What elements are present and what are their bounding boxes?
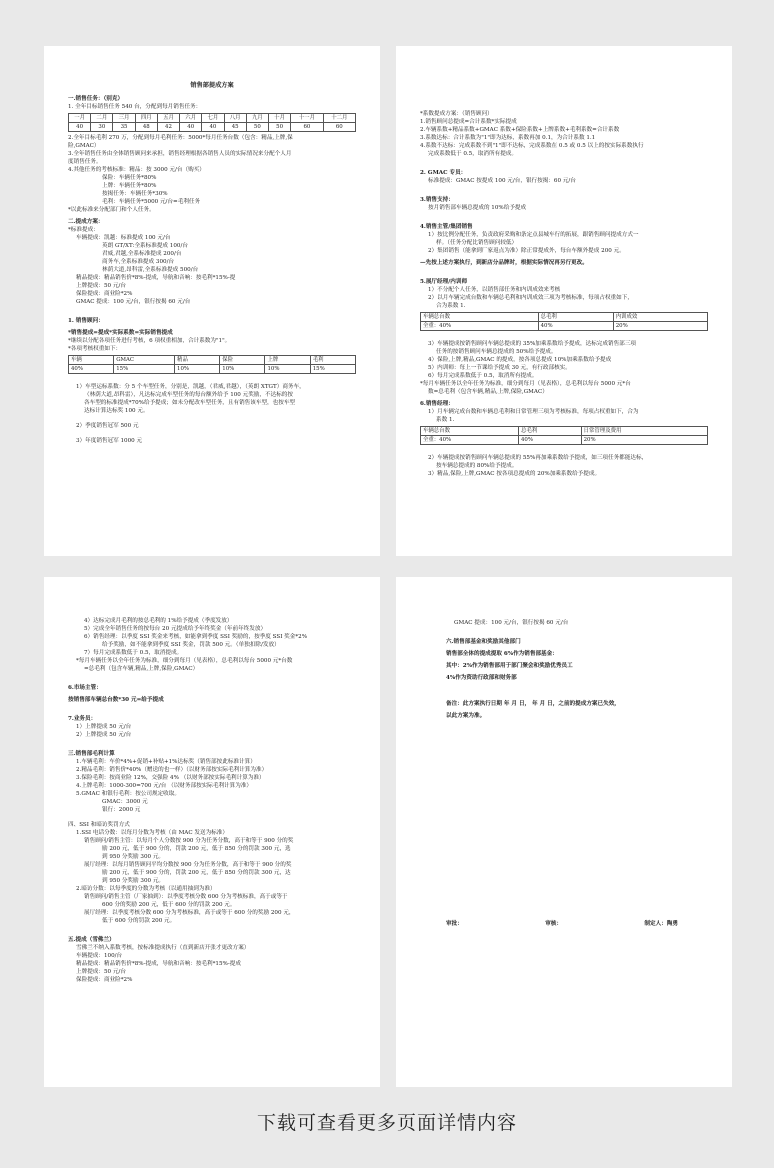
spacer (68, 415, 356, 422)
table-cell: 10% (175, 365, 220, 374)
text-line: 四、SSI 和暗访奖罚方式 (68, 822, 130, 828)
table-row (69, 356, 356, 365)
text-line: 2.全年目标毛利 270 万，分配到每月毛利任务：5000*每月任务台数（包含：精品,上牌,保 (68, 135, 293, 141)
table-cell: 毛利 (310, 356, 355, 365)
text-line: 2. GMAC 专员： (420, 170, 467, 176)
table-row (421, 313, 708, 322)
text-line: （林荫大道,昂科雷），凡达标完成车型任务的每台额外给予 100 元奖励，不达标的按 (84, 392, 293, 398)
table-cell: 45 (224, 123, 246, 132)
table-cell: 上牌 (265, 356, 310, 365)
table-cell: 六月 (180, 114, 202, 123)
table-cell: 40 (180, 123, 202, 132)
text-line: 6）销售经理：以季度 SSI 奖金来考核，如能拿到季度 SSI 奖励的，按季度 SSI 奖金*2% (84, 634, 308, 640)
text-line: 销售部全体的提成提取 6%作为销售部基金： (446, 651, 558, 657)
text-line: 上牌提成：50 元/台 (76, 283, 126, 289)
spacer (446, 627, 708, 634)
table-cell: 九月 (246, 114, 268, 123)
text-line: 1. 销售顾问： (68, 318, 104, 324)
text-line: 达标计算达标奖 100 元。 (84, 408, 149, 414)
text-line: 2）集团销售（能拿到厂家返点为准）除正常提成外，每台车额外提成 200 元。 (428, 248, 625, 254)
section-lines-c (68, 376, 356, 445)
table-cell: 日常管理及费用 (581, 427, 707, 436)
document-page-2 (396, 46, 732, 556)
table-cell: 十月 (268, 114, 290, 123)
text-line: 度销售任务。 (68, 159, 102, 165)
spacer (68, 376, 356, 383)
text-line: 3.保险毛利：按商业险 12%，交强险 4% （以财务部按实际毛利计算为准） (76, 775, 265, 781)
text-line: 各车型的标准提成*70%给予提成；如未分配改车型任务，且有销售该车型，也按车型 (84, 400, 296, 406)
spacer (68, 704, 356, 711)
page-title: 销售部提成方案 (190, 82, 234, 89)
review-label: 审核： (545, 921, 562, 927)
spacer (68, 430, 356, 437)
text-line: 上牌提成：50 元/台 (76, 969, 126, 975)
text-line: GMAC 提成：100 元/台，银行按揭 60 元/台 (76, 299, 191, 305)
text-line: 毛利：车辆任务*5000 元/台=毛利任务 (102, 199, 201, 205)
text-line: 4）保险,上牌,精品,GMAC 的提成，按各项总提成 10%加乘系数给予提成 (428, 357, 612, 363)
table-cell: 40 (202, 123, 224, 132)
text-line: 英朗 GT/XT:全系标准提成 100/台 (102, 243, 188, 249)
table-cell: 二月 (91, 114, 113, 123)
text-line: 1）月车辆完成台数和车辆总毛利和日常管理三项为考核标准，每项占权重如下，合为 (428, 409, 639, 415)
table-cell: 总毛利 (538, 313, 613, 322)
table-cell: 35 (113, 123, 135, 132)
section-lines-c (420, 447, 708, 478)
text-line: 以此方案为准。 (446, 713, 486, 719)
table-cell: 十一月 (291, 114, 323, 123)
text-line: 2.精品毛利：销售价*40%（赠送的也一样）（以财务部按实际毛利计算为准） (76, 767, 268, 773)
table-cell: 八月 (224, 114, 246, 123)
table-cell: 15% (310, 365, 355, 374)
text-line: 4.其他任务的考核标准：精品：按 3000 元/台（购买） (68, 167, 205, 173)
text-line: 励 200 元，低于 900 分的，罚款 200 元，低于 850 分的罚款 300 元，选 (102, 846, 291, 852)
document-page-1 (44, 46, 380, 556)
table-cell: 48 (135, 123, 157, 132)
text-line: =总毛利（包含车辆,精品,上牌,保险,GMAC） (84, 666, 199, 672)
table-cell: 七月 (202, 114, 224, 123)
text-line: 5.展厅经理/内训师 (420, 279, 468, 285)
manager-weight-table (420, 426, 708, 445)
table-cell: 10% (220, 365, 265, 374)
text-line: 精品提成：精品销售价*8%-提成，导航和音响：按毛利*15%-提 (76, 275, 236, 281)
text-line: 1.SSI 电话分数：以每月分数为考核（由 MAC 发送为标准） (76, 830, 228, 836)
table-row (421, 322, 708, 331)
text-line: 励 200 元，低于 900 分的，罚款 200 元，低于 850 分的罚款 300 元，达 (102, 870, 291, 876)
table-cell: 全重：40% (421, 322, 539, 331)
text-line: 到 950 分奖励 300 元。 (102, 878, 165, 884)
text-line: —先按上述方案执行，到新店分品牌时，根据实际情况再另行更改。 (420, 260, 588, 266)
text-line: *各项考核权重如下： (68, 346, 122, 352)
text-line: 5）内训师：每上一节课给予提成 30 元，有行政部核实。 (428, 365, 571, 371)
text-line: 险,GMAC） (68, 143, 100, 149)
spacer (420, 333, 708, 340)
text-line: 6）每月完成系数低于 0.5，取消所有提成。 (428, 373, 538, 379)
document-page-4 (396, 577, 732, 1087)
text-line: 1）车型运标系数：分 5 个车型任务，分别是，凯越，（君威,君越），（英朗 XTGT）商务车， (76, 384, 305, 390)
table-cell: 60 (323, 123, 355, 132)
text-line: 三.销售部毛利计算 (68, 751, 115, 757)
section-lines (446, 619, 708, 720)
text-line: 精品提成：精品销售价*8%-提成，导航和音响：按毛利*15%-提成 (76, 961, 241, 967)
text-line: 给予奖励，如不能拿到季度 SSI 奖金，罚款 500 元。（单独扣除/发放） (102, 642, 280, 648)
table-cell: 15% (114, 365, 175, 374)
table-row (69, 365, 356, 374)
signature-row (446, 920, 708, 928)
spacer (68, 739, 356, 746)
text-line: 1）按比例分配任务，负责政府采购和条定点县城车行的拓展，跟销售顾问提成方式一 (428, 232, 639, 238)
table-cell: 十二月 (323, 114, 355, 123)
text-line: 车辆提成：凯越：标准提成 100 元/台 (76, 235, 171, 241)
text-line: *每月车辆任务以全年任务为标准，细分到每月（见表格），总毛利以每台 5000 元*台 (420, 381, 631, 387)
text-line: 数=总毛利（包含车辆,精品,上牌,保险,GMAC） (428, 389, 548, 395)
text-line: GMAC 提成：100 元/台，银行按揭 60 元/台 (454, 620, 569, 626)
text-line: 样。（任务分配比销售顾问较低） (436, 240, 518, 246)
text-line: 1.车辆毛利：车价*4%+促销+补贴+1%达标奖（销售部按此标准计算） (76, 759, 256, 765)
text-line: 7.业务员： (68, 716, 97, 722)
table-cell: 20% (581, 436, 707, 445)
text-line: 3）精品,保险,上牌,GMAC 按各项总提成的 20%加乘系数给予提成。 (428, 471, 601, 477)
text-line: 标准提成：GMAC 按提成 100 元/台，银行按揭：60 元/台 (428, 178, 576, 184)
table-cell: 保险 (220, 356, 265, 365)
text-line: 五.提成（雪佛兰） (68, 937, 115, 943)
spacer (420, 185, 708, 192)
text-line: 1. 全年目标销售任务 540 台，分配到每月销售任务： (68, 104, 202, 110)
table-cell: 40% (519, 436, 582, 445)
text-line: 5.GMAC 和银行毛利：按公司规定收取。 (76, 791, 180, 797)
table-cell: 40% (69, 365, 114, 374)
table-cell: 30 (91, 123, 113, 132)
text-line: *系数提成方案：（销售顾问） (420, 111, 493, 117)
table-cell: 40% (538, 322, 613, 331)
table-row (421, 427, 708, 436)
text-line: 展厅经理：以季度考核分数 600 分为考核标准，高于或等于 600 分的奖励 200 元， (84, 910, 295, 916)
text-line: 商务车,全系标准提成 300/台 (102, 259, 175, 265)
spacer (68, 925, 356, 932)
weight-table (68, 355, 356, 374)
table-cell: 车辆总台数 (421, 313, 539, 322)
table-cell: 四月 (135, 114, 157, 123)
text-line: 一.销售任务：（别克） (68, 96, 124, 102)
table-cell: 50 (246, 123, 268, 132)
text-line: 系数 1. (436, 417, 455, 423)
table-cell: 内训成效 (613, 313, 707, 322)
text-line: 按销售部车辆总台数*30 元=给予提成 (68, 697, 164, 703)
table-cell: 车辆 (69, 356, 114, 365)
text-line: 1）上牌提成 50 元/台 (76, 724, 132, 730)
text-line: 到 950 分奖励 300 元。 (102, 854, 165, 860)
table-row (421, 436, 708, 445)
text-line: 1）不分配个人任务，以销售部任务和内训成效来考核 (428, 287, 561, 293)
text-line: 销售顾问/销售主管：以每月个人分数按 900 分为任务分数，高于和等于 900 分的奖 (84, 838, 294, 844)
text-line: 保险：车辆任务*80% (102, 175, 157, 181)
text-line: 车辆提成：100/台 (76, 953, 123, 959)
text-line: 完成系数低于 0.5，取消所有提成。 (428, 151, 517, 157)
text-line: 3）年度销售冠军 1000 元 (76, 438, 143, 444)
text-line: 君威,君越,全系标准提成 200/台 (102, 251, 182, 257)
monthly-task-table (68, 113, 356, 132)
text-line: 低于 600 分的罚款 200 元。 (102, 918, 176, 924)
table-cell: 五月 (157, 114, 179, 123)
text-line: 4.销售主管/集团销售 (420, 224, 473, 230)
text-line: 1.销售顾问总提成=合计系数*实际提成 (420, 119, 517, 125)
section-lines-b (420, 333, 708, 424)
text-line: *销售提成=提成*实际系数=实际销售提成 (68, 330, 173, 336)
table-cell: 车辆总台数 (421, 427, 519, 436)
text-line: 其中：2%作为销售部用于部门聚会和奖励优秀员工 (446, 663, 573, 669)
text-line: 3）车辆提成按销售顾问车辆总提成的 35%加乘系数给予提成，达标完成销售部三项 (428, 341, 636, 347)
text-line: 展厅经理：以每月销售顾问平均分数按 900 分为任务分数，高于和等于 900 分的奖 (84, 862, 292, 868)
table-cell: 总毛利 (519, 427, 582, 436)
spacer (420, 212, 708, 219)
trainer-weight-table (420, 312, 708, 331)
text-line: 保险提成：商业险*2% (76, 977, 133, 983)
table-cell: 一月 (69, 114, 91, 123)
text-line: 销售顾问/销售主管（厂家抽到）：以季度考核分数 600 分为考核标准，高于或等于 (84, 894, 288, 900)
spacer (68, 306, 356, 313)
section-lines-b (68, 134, 356, 353)
table-cell: 20% (613, 322, 707, 331)
text-line: 3.系数达标：合计系数为"1"即为达标，系数再加 0.1，为合计系数 1.1 (420, 135, 596, 141)
text-line: 上牌：车辆任务*80% (102, 183, 157, 189)
text-line: 按车辆总提成的 80%给予提成。 (436, 463, 518, 469)
text-line: 6.销售经理： (420, 401, 454, 407)
text-line: 2.暗访分数：以每季度的分数为考核（以通用抽到为准） (76, 886, 216, 892)
text-line: 按月销售部车辆总提成的 10%给予提成 (428, 205, 527, 211)
text-line: 2）车辆提成按销售顾问车辆总提成的 55%再加乘系数给予提成，如三项任务都能达标， (428, 455, 648, 461)
table-cell: 全重：40% (421, 436, 519, 445)
text-line: 二.提成方案： (68, 219, 104, 225)
table-row (69, 123, 356, 132)
text-line: GMAC：3000 元 (102, 799, 148, 805)
text-line: *每月车辆任务以全年任务为标准，细分到每月（见表格），总毛利以每台 5000 元*台数 (76, 658, 293, 664)
text-line: 雪佛兰不纳入系数考核，按标准提成执行（直到新店开张才更改方案） (76, 945, 250, 951)
text-line: 4.上牌毛利：1000-300=700 元/台 （以财务部按实际毛利计算为准） (76, 783, 253, 789)
text-line: 六.销售部基金和奖励其他部门 (446, 639, 521, 645)
document-page-3 (44, 577, 380, 1087)
text-line: 3.全年销售任务由全体销售顾问来承担，销售经理根据各销售人员的实际情况来分配个人月 (68, 151, 292, 157)
approve-label: 审批： (446, 921, 463, 927)
spacer (68, 814, 356, 821)
text-line: 600 分的奖励 200 元，低于 600 分的罚款 200 元。 (102, 902, 236, 908)
table-cell: 精品 (175, 356, 220, 365)
table-cell: 50 (268, 123, 290, 132)
text-line: 2）季度销售冠军 500 元 (76, 423, 139, 429)
text-line: 合为系数 1. (436, 303, 466, 309)
text-line: *继续以分配各项任务进行考核，6 项权重相加，合计系数为"1"。 (68, 338, 231, 344)
text-line: 林荫大道,昂科雷,全系标准提成 500/台 (102, 267, 199, 273)
text-line: 2）以月车辆完成台数和车辆总毛利和内训成效三项为考核标准，每项占权重如下， (428, 295, 633, 301)
text-line: 7）每月完成系数低于 0.5，取消提成。 (84, 650, 183, 656)
table-cell: 10% (265, 365, 310, 374)
table-row (69, 114, 356, 123)
maker-label: 制定人：陶勇 (644, 921, 678, 927)
spacer (446, 682, 708, 696)
section-lines (68, 617, 356, 984)
text-line: 按揭任务：车辆任务*30% (102, 191, 168, 197)
table-cell: 40 (69, 123, 91, 132)
text-line: 3.销售支持： (420, 197, 454, 203)
text-line: *以此标准来分配部门和个人任务。 (68, 207, 155, 213)
spacer (420, 447, 708, 454)
table-cell: 三月 (113, 114, 135, 123)
text-line: *标准提成： (68, 227, 99, 233)
text-line: 5）完成全年销售任务的按每台 20 元提成给予年终奖金（年前年终发放） (84, 626, 267, 632)
text-line: 2）上牌提成 50 元/台 (76, 732, 132, 738)
text-line: 4%作为资助行政部和财务部 (446, 675, 517, 681)
text-line: 4）达标完成月毛利的按总毛利的 1%给予提成（季度发放） (84, 618, 233, 624)
table-cell: 42 (157, 123, 179, 132)
text-line: 保险提成：商业险*2% (76, 291, 133, 297)
spacer (68, 673, 356, 680)
text-line: 备注：此方案执行日期 年 月 日， 年 月 日，之前的提成方案已失效， (446, 701, 620, 707)
text-line: 2.车辆系数+精品系数+GMAC 系数+保险系数+上牌系数+毛利系数=合计系数 (420, 127, 620, 133)
table-cell: GMAC (114, 356, 175, 365)
text-line: 4.系数不达标：完成系数不到"1"即不达标，完成系数在 0.5 或 0.5 以上的按实际系数执行 (420, 143, 644, 149)
section-lines-a (420, 110, 708, 310)
spacer (420, 267, 708, 274)
text-line: 银行：2000 元 (102, 807, 141, 813)
spacer (420, 158, 708, 165)
section-lines-a (68, 95, 356, 111)
text-line: 6.市场主管： (68, 685, 102, 691)
download-more-footer[interactable]: 下载可查看更多页面详情内容 (256, 1112, 517, 1134)
table-cell: 60 (291, 123, 323, 132)
text-line: 任务的按销售顾问车辆总提成的 50%给予提成。 (436, 349, 557, 355)
